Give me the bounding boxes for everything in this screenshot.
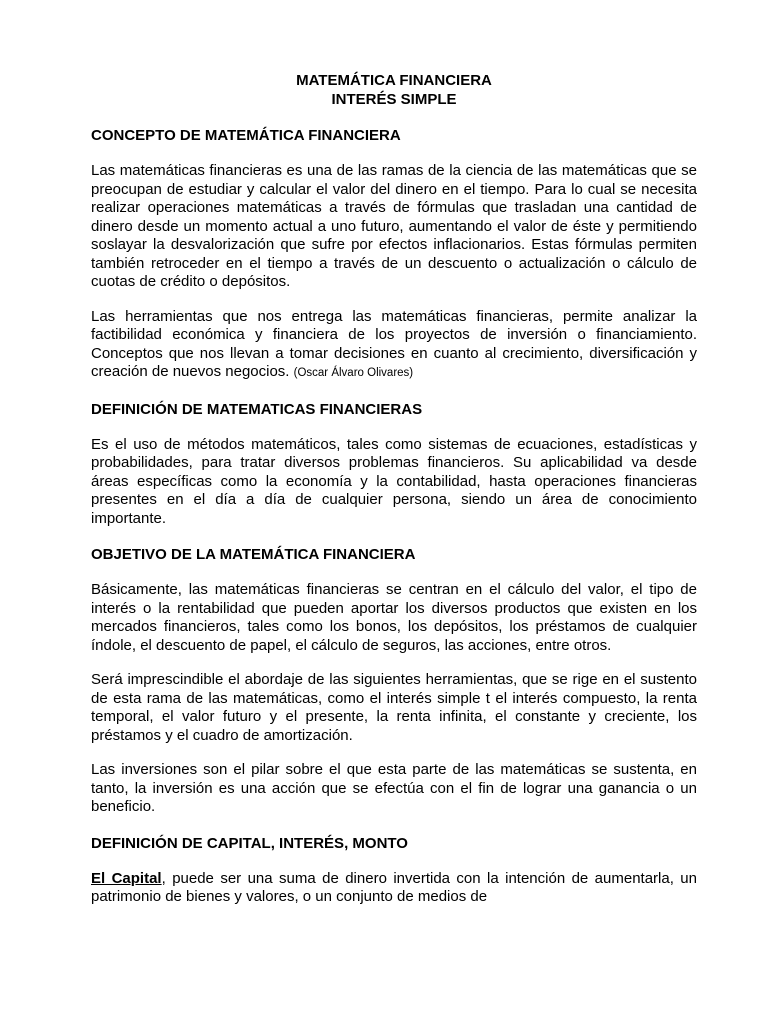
title-line-2: INTERÉS SIMPLE	[331, 91, 457, 108]
section-heading-definicion: DEFINICIÓN DE MATEMATICAS FINANCIERAS	[91, 400, 423, 418]
paragraph-objetivo-2: Será imprescindible el abordaje de las siguientes herramientas, que se rige en el sustento de esta rama de las matemáticas, como el interés simple t el interés compuesto, la renta temporal, el valor futuro y el presente, la renta infinita, el constante y creciente, los préstamos y el cuadro de amortización.	[91, 671, 697, 744]
section-heading-objetivo: OBJETIVO DE LA MATEMÁTICA FINANCIERA	[91, 546, 416, 563]
paragraph-objetivo-3: Las inversiones son el pilar sobre el que esta parte de las matemáticas se sustenta, en tanto, la inversión es una acción que se efectúa con el fin de lograr una ganancia o un beneficio.	[91, 761, 697, 815]
paragraph-objetivo-1: Básicamente, las matemáticas financieras se centran en el cálculo del valor, el tipo de interés o la rentabilidad que pueden aportar los diversos productos que existen en los mercados financieros, tales como los bonos, los depósitos, los préstamos de cualquier índole, el descuento de papel, el cálculo de seguros, las acciones, entre otros.	[91, 581, 697, 654]
paragraph-definicion-1: Es el uso de métodos matemáticos, tales como sistemas de ecuaciones, estadísticas y probabilidades, para tratar diversos problemas financieros. Su aplicabilidad va desde áreas específicas como la economía y la contabilidad, hasta operaciones financieras presentes en el día a día de cualquier persona, siendo un área de conocimiento importante.	[91, 435, 697, 527]
section-heading-concepto: CONCEPTO DE MATEMÁTICA FINANCIERA	[91, 127, 401, 144]
title-line-1: MATEMÁTICA FINANCIERA	[296, 72, 492, 89]
document-content	[91, 71, 697, 907]
section-heading-capital: DEFINICIÓN DE CAPITAL, INTERÉS, MONTO	[91, 834, 408, 852]
paragraph-concepto-1: Las matemáticas financieras es una de las ramas de la ciencia de las matemáticas que se preocupan de estudiar y calcular el valor del dinero en el tiempo. Para lo cual se necesita realizar operaciones matemáticas a través de fórmulas que trasladan una cantidad de dinero desde un momento actual a uno futuro, aumentando el valor de éste y permitiendo soslayar la desvalorización que sufre por efectos inflacionarios. Estas fórmulas permiten también retroceder en el tiempo a través de un descuento o actualización o cálculo de cuotas de crédito o depósitos.	[91, 162, 697, 290]
paragraph-concepto-2-text: Las herramientas que nos entrega las matemáticas financieras, permite analizar la factibilidad económica y financiera de los proyectos de inversión o financiamiento. Conceptos que nos llevan a tomar decisiones en cuanto al crecimiento, diversificación y creación de nuevos negocios.	[91, 307, 697, 380]
citation: (Oscar Álvaro Olivares)	[293, 367, 414, 379]
term-el-capital: El Capital	[91, 869, 162, 887]
paragraph-capital-1-text: , puede ser una suma de dinero invertida con la intención de aumentarla, un patrimonio de bienes y valores, o un conjunto de medios de	[91, 869, 697, 905]
document-title	[91, 71, 697, 109]
paragraph-capital-1	[91, 870, 697, 907]
paragraph-concepto-2	[91, 308, 697, 383]
